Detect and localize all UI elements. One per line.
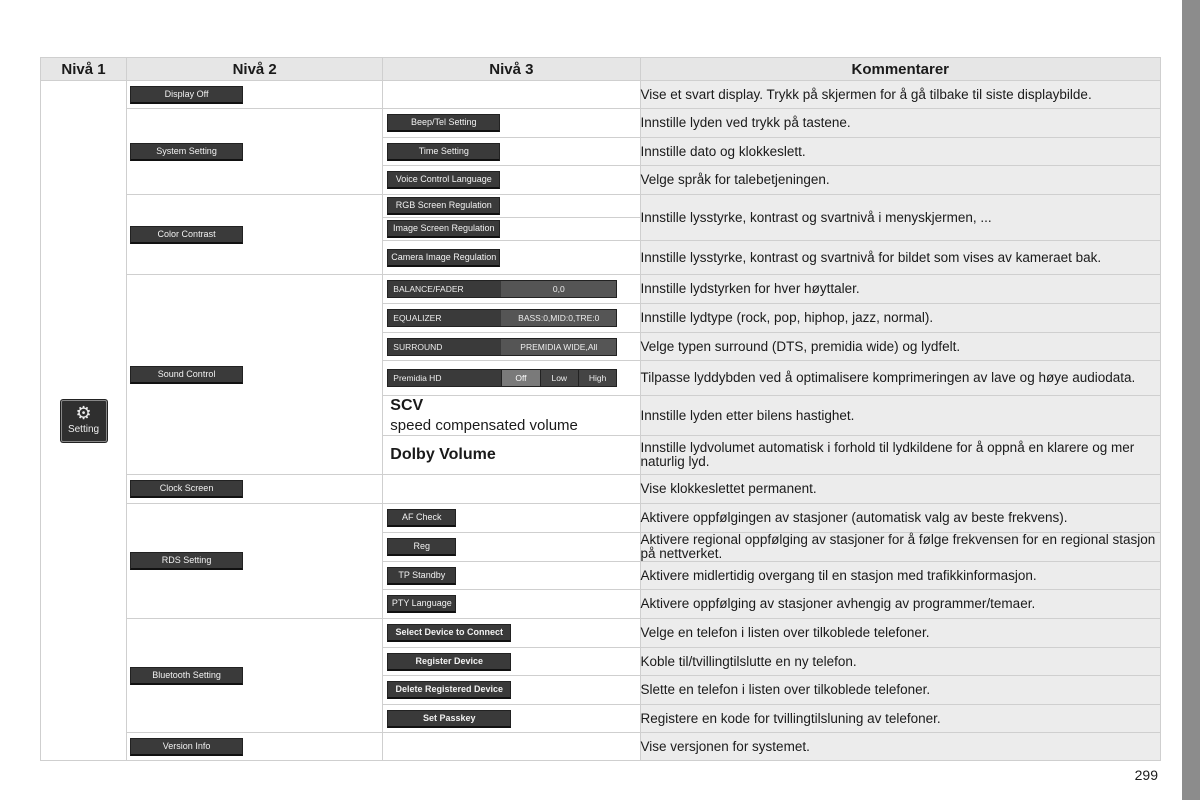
page-edge-tab — [1182, 0, 1200, 800]
page-number: 299 — [1134, 767, 1158, 783]
comment-version: Vise versjonen for systemet. — [640, 733, 1161, 761]
camera-image-regulation-button[interactable]: Camera Image Regulation — [387, 249, 500, 267]
tp-standby-button[interactable]: TP Standby — [387, 567, 456, 585]
comment-premidia: Tilpasse lyddybden ved å optimalisere komprimeringen av lave og høye audiodata. — [640, 361, 1161, 396]
table-row — [41, 733, 1161, 761]
settings-menu-table — [40, 57, 1161, 761]
premidia-high-option[interactable]: High — [578, 370, 616, 386]
comment-beep: Innstille lyden ved trykk på tastene. — [640, 109, 1161, 138]
af-check-button[interactable]: AF Check — [387, 509, 456, 527]
surround-control[interactable] — [387, 338, 617, 356]
comment-register-device: Koble til/tvillingtilslutte en ny telefon. — [640, 648, 1161, 676]
comment-af: Aktivere oppfølgingen av stasjoner (automatisk valg av beste frekvens). — [640, 504, 1161, 533]
comment-reg: Aktivere regional oppfølging av stasjoner for å følge frekvensen for en regional stasjon på nettverket. — [640, 533, 1161, 562]
equalizer-value: BASS:0,MID:0,TRE:0 — [501, 310, 616, 326]
comment-balance: Innstille lydstyrken for hver høyttaler. — [640, 275, 1161, 304]
header-comments: Kommentarer — [640, 58, 1161, 81]
balance-fader-value: 0,0 — [501, 281, 616, 297]
setting-button[interactable] — [61, 400, 107, 442]
premidia-off-option[interactable]: Off — [501, 370, 539, 386]
comment-voice: Velge språk for talebetjeningen. — [640, 166, 1161, 195]
surround-label: SURROUND — [388, 339, 501, 355]
dolby-volume-title: Dolby Volume — [390, 446, 496, 463]
comment-camera: Innstille lysstyrke, kontrast og svartnivå for bildet som vises av kameraet bak. — [640, 241, 1161, 275]
header-row — [41, 58, 1161, 81]
premidia-low-option[interactable]: Low — [540, 370, 578, 386]
comment-tp: Aktivere midlertidig overgang til en stasjon med trafikkinformasjon. — [640, 562, 1161, 590]
set-passkey-button[interactable]: Set Passkey — [387, 710, 511, 728]
table-row — [41, 109, 1161, 138]
comment-delete-device: Slette en telefon i listen over tilkoblede telefoner. — [640, 676, 1161, 705]
table-row — [41, 195, 1161, 218]
scv-subtitle: speed compensated volume — [390, 417, 578, 434]
scv-title: SCV — [390, 397, 424, 414]
header-level2: Nivå 2 — [127, 58, 383, 81]
table-row — [41, 475, 1161, 504]
comment-dolby: Innstille lydvolumet automatisk i forhold til lydkildene for å oppnå en klarere og mer naturlig lyd. — [640, 436, 1161, 475]
time-setting-button[interactable]: Time Setting — [387, 143, 500, 161]
clock-screen-button[interactable]: Clock Screen — [130, 480, 243, 498]
image-screen-regulation-button[interactable]: Image Screen Regulation — [387, 220, 500, 238]
premidia-hd-label: Premidia HD — [388, 370, 501, 386]
display-off-button[interactable]: Display Off — [130, 86, 243, 104]
comment-equalizer: Innstille lydtype (rock, pop, hiphop, jazz, normal). — [640, 304, 1161, 333]
table-row — [41, 504, 1161, 533]
comment-select-device: Velge en telefon i listen over tilkoblede telefoner. — [640, 619, 1161, 648]
comment-scv: Innstille lyden etter bilens hastighet. — [640, 396, 1161, 436]
comment-clock: Vise klokkeslettet permanent. — [640, 475, 1161, 504]
comment-surround: Velge typen surround (DTS, premidia wide) og lydfelt. — [640, 333, 1161, 361]
pty-language-button[interactable]: PTY Language — [387, 595, 456, 613]
premidia-hd-control[interactable] — [387, 369, 617, 387]
comment-set-passkey: Registere en kode for tvillingtilsluning av telefoner. — [640, 705, 1161, 733]
color-contrast-button[interactable]: Color Contrast — [130, 226, 243, 244]
setting-label: Setting — [67, 423, 100, 435]
table-row — [41, 81, 1161, 109]
surround-value: PREMIDIA WIDE,All — [501, 339, 616, 355]
balance-fader-control[interactable] — [387, 280, 617, 298]
gear-icon: ⚙ — [75, 402, 92, 423]
rds-setting-button[interactable]: RDS Setting — [130, 552, 243, 570]
beep-tel-setting-button[interactable]: Beep/Tel Setting — [387, 114, 500, 132]
comment-rgb-image: Innstille lysstyrke, kontrast og svartnivå i menyskjermen, ... — [640, 195, 1161, 241]
equalizer-control[interactable] — [387, 309, 617, 327]
comment-pty: Aktivere oppfølging av stasjoner avhengig av programmer/temaer. — [640, 590, 1161, 619]
bluetooth-setting-button[interactable]: Bluetooth Setting — [130, 667, 243, 685]
table-row — [41, 275, 1161, 304]
rgb-screen-regulation-button[interactable]: RGB Screen Regulation — [387, 197, 500, 215]
system-setting-button[interactable]: System Setting — [130, 143, 243, 161]
comment-display-off: Vise et svart display. Trykk på skjermen for å gå tilbake til siste displaybilde. — [640, 81, 1161, 109]
reg-button[interactable]: Reg — [387, 538, 456, 556]
equalizer-label: EQUALIZER — [388, 310, 501, 326]
comment-time: Innstille dato og klokkeslett. — [640, 138, 1161, 166]
register-device-button[interactable]: Register Device — [387, 653, 511, 671]
header-level3: Nivå 3 — [383, 58, 640, 81]
delete-registered-device-button[interactable]: Delete Registered Device — [387, 681, 511, 699]
sound-control-button[interactable]: Sound Control — [130, 366, 243, 384]
header-level1: Nivå 1 — [41, 58, 127, 81]
version-info-button[interactable]: Version Info — [130, 738, 243, 756]
level1-cell — [41, 81, 127, 761]
table-row — [41, 619, 1161, 648]
select-device-button[interactable]: Select Device to Connect — [387, 624, 511, 642]
balance-fader-label: BALANCE/FADER — [388, 281, 501, 297]
voice-control-language-button[interactable]: Voice Control Language — [387, 171, 500, 189]
